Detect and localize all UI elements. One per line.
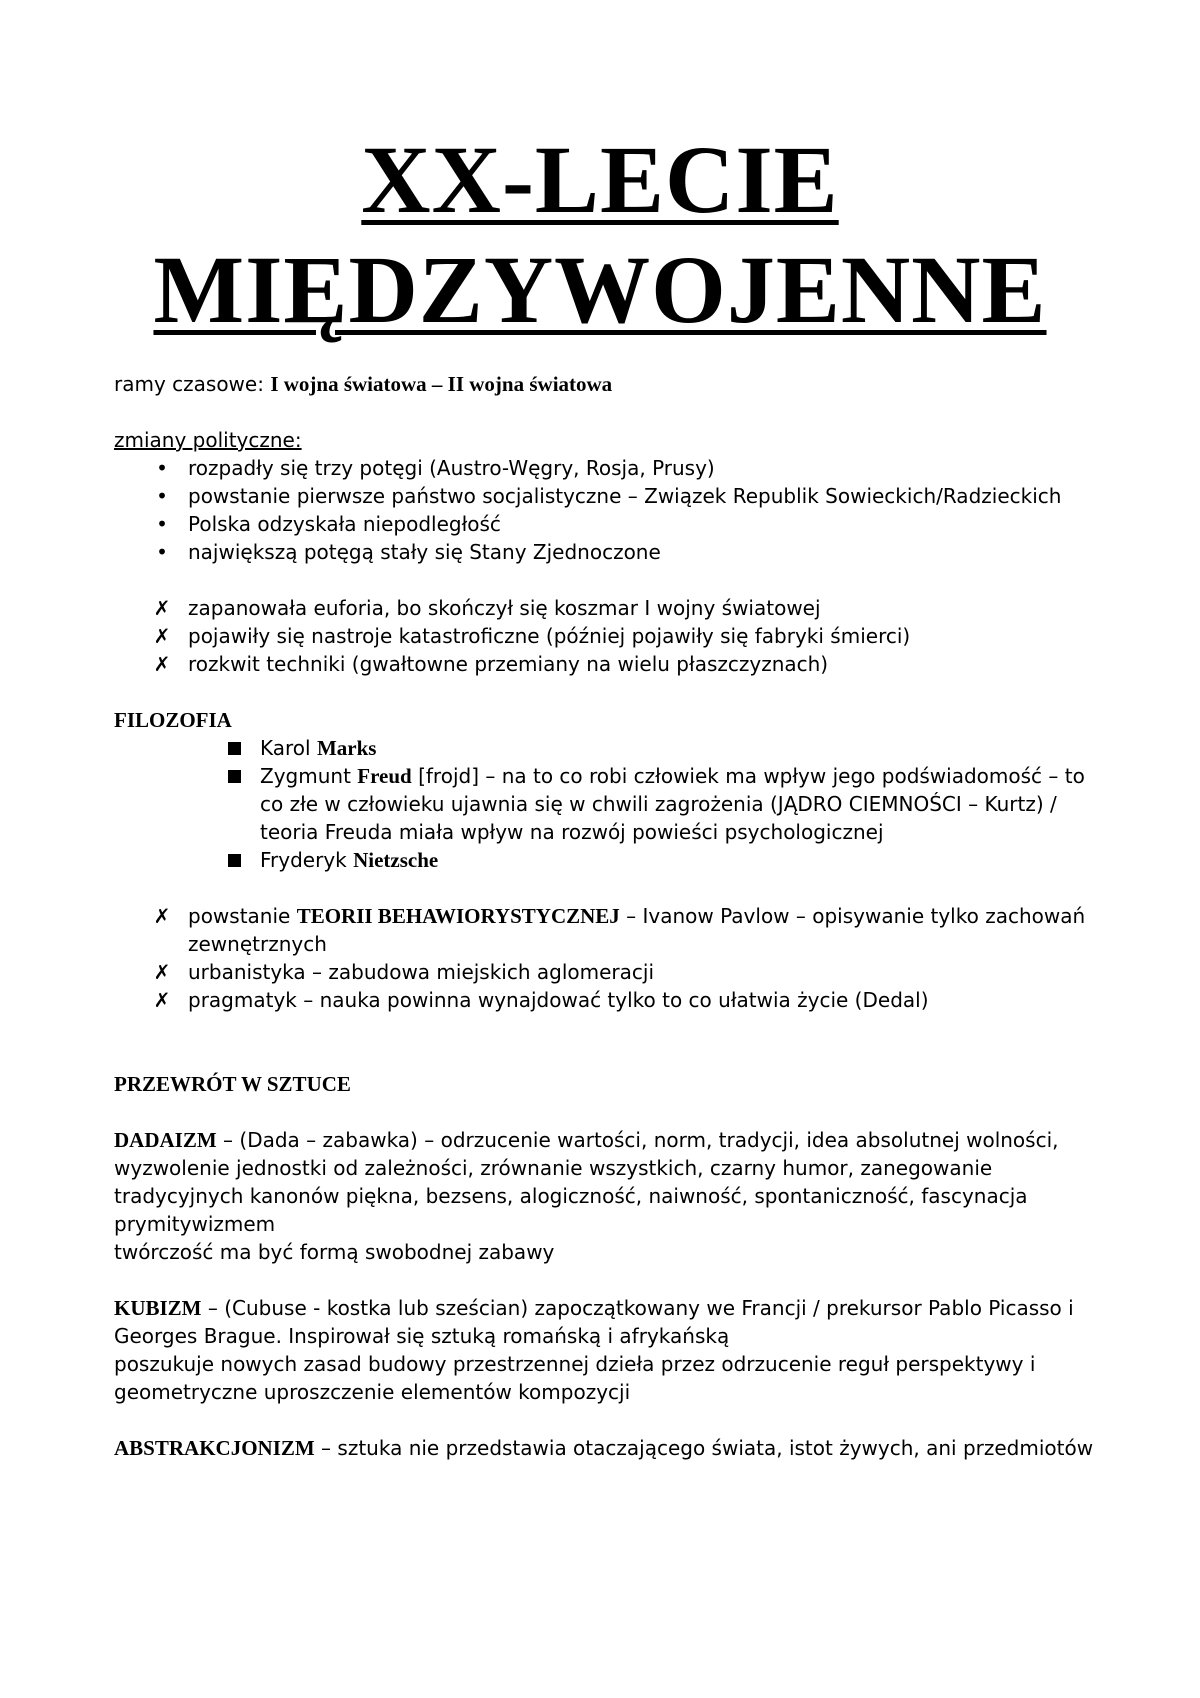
list-item: ✗ urbanistyka – zabudowa miejskich aglomeracji — [153, 960, 655, 984]
list-item: ✗ powstanie TEORII BEHAWIORYSTYCZNEJ – Ivanow Pavlow – opisywanie tylko zachowań zewnętrznych — [153, 904, 1086, 956]
list-item: • powstanie pierwsze państwo socjalistyczne – Związek Republik Sowieckich/Radzieckich — [114, 482, 1114, 510]
list-item: Karol Marks — [114, 734, 1114, 762]
bullet-icon: • — [156, 484, 168, 508]
list-item: • rozpadły się trzy potęgi (Austro-Węgry, Rosja, Prusy) — [114, 454, 1114, 482]
dadaizm-term: DADAIZM — [114, 1128, 217, 1152]
nastroje-list — [114, 594, 1114, 678]
square-bullet-icon — [224, 762, 244, 790]
cross-icon: ✗ — [153, 652, 171, 676]
list-item: • Polska odzyskała niepodległość — [114, 510, 1114, 538]
abstrakcjonizm-term: ABSTRAKCJONIZM — [114, 1436, 315, 1460]
list-item: • największą potęgą stały się Stany Zjednoczone — [114, 538, 1114, 566]
cross-icon: ✗ — [153, 624, 171, 648]
filozofia-heading: FILOZOFIA — [114, 708, 232, 732]
bullet-icon: • — [156, 512, 168, 536]
bullet-icon: • — [156, 540, 168, 564]
title-line-1: XX-LECIE — [361, 126, 839, 233]
list-item: ✗ rozkwit techniki (gwałtowne przemiany na wielu płaszczyznach) — [153, 652, 829, 676]
zmiany-heading: zmiany polityczne: — [114, 428, 302, 452]
list-item: ✗ pragmatyk – nauka powinna wynajdować tylko to co ułatwia życie (Dedal) — [153, 988, 929, 1012]
cross-icon: ✗ — [153, 596, 171, 620]
dadaizm-paragraph-2: twórczość ma być formą swobodnej zabawy — [114, 1240, 555, 1264]
ramy-value: I wojna światowa – II wojna światowa — [270, 372, 613, 396]
list-item: Zygmunt Freud [frojd] – na to co robi człowiek ma wpływ jego podświadomość – to co złe w człowieku ujawnia się w chwili zagrożenia (JĄDRO CIEMNOŚCI – Kurtz) / teoria Freuda miała wpływ na rozwój powieści psychologicznej — [114, 762, 1114, 846]
cross-icon: ✗ — [153, 960, 171, 984]
kubizm-term: KUBIZM — [114, 1296, 202, 1320]
ramy-czasowe — [114, 370, 1114, 398]
list-item: Fryderyk Nietzsche — [114, 846, 1114, 874]
bullet-icon: • — [156, 456, 168, 480]
abstrakcjonizm-paragraph: ABSTRAKCJONIZM – sztuka nie przedstawia otaczającego świata, istot żywych, ani przedmiotów — [114, 1436, 1094, 1460]
square-bullet-icon — [224, 846, 244, 874]
inne-list — [114, 902, 1114, 1014]
ramy-label: ramy czasowe: — [114, 372, 271, 396]
list-item: ✗ zapanowała euforia, bo skończył się koszmar I wojny światowej — [153, 596, 821, 620]
filozofia-list — [114, 734, 1114, 874]
document-body — [114, 370, 1114, 1462]
przewrot-heading: PRZEWRÓT W SZTUCE — [114, 1072, 351, 1096]
kubizm-paragraph-2: poszukuje nowych zasad budowy przestrzennej dzieła przez odrzucenie reguł perspektywy i geometryczne uproszczenie elementów kompozycji — [114, 1352, 1036, 1404]
list-item: ✗ pojawiły się nastroje katastroficzne (później pojawiły się fabryki śmierci) — [153, 624, 911, 648]
title-line-2: MIĘDZYWOJENNE — [153, 236, 1047, 343]
zmiany-list — [114, 454, 1114, 566]
kubizm-paragraph: KUBIZM – (Cubuse - kostka lub sześcian) zapoczątkowany we Francji / prekursor Pablo Picasso i Georges Brague. Inspirował się sztuką romańską i afrykańską — [114, 1296, 1074, 1348]
square-bullet-icon — [224, 734, 244, 762]
cross-icon: ✗ — [153, 904, 171, 928]
dadaizm-paragraph: DADAIZM – (Dada – zabawka) – odrzucenie wartości, norm, tradycji, idea absolutnej wolności, wyzwolenie jednostki od zależności, zrównanie wszystkich, czarny humor, zanegowanie tradycyjnych kanonów piękna, bezsens, alogiczność, naiwność, spontaniczność, fascynacja prymitywizmem — [114, 1128, 1059, 1236]
cross-icon: ✗ — [153, 988, 171, 1012]
